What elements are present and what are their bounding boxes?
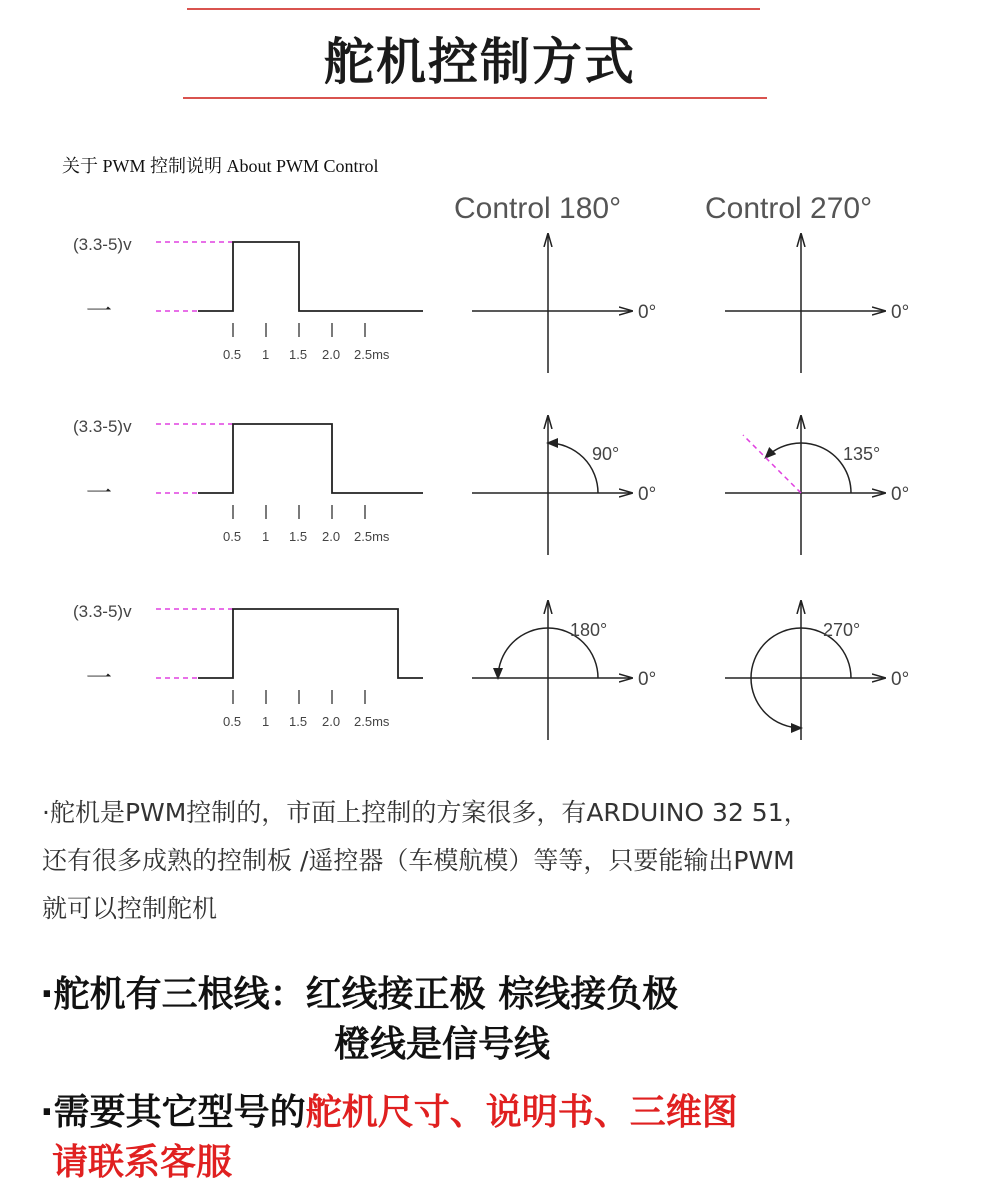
zero-degree-label: 0° bbox=[638, 302, 657, 323]
time-tick-label: 0.5 bbox=[223, 347, 242, 362]
angle-label: 270° bbox=[823, 620, 861, 640]
contact-prefix: ·需要其它型号的 bbox=[40, 1092, 306, 1133]
time-tick-label: 2.5ms bbox=[354, 347, 390, 362]
contact-highlight: 舵机尺寸、说明书、三维图 bbox=[305, 1092, 738, 1133]
zero-degree-label: 0° bbox=[891, 302, 910, 323]
time-tick-label: 1 bbox=[262, 347, 270, 362]
time-tick-label: 1.5 bbox=[289, 347, 308, 362]
voltage-label: (3.3-5)v bbox=[73, 417, 132, 436]
time-tick-label: 2.0 bbox=[322, 714, 341, 729]
voltage-label: (3.3-5)v bbox=[73, 602, 132, 621]
angle-label: 135° bbox=[843, 444, 881, 464]
description-line: 还有很多成熟的控制板 /遥控器（车模航模）等等，只要能输出PWM bbox=[42, 846, 795, 875]
description-line: ·舵机是PWM控制的，市面上控制的方案很多，有ARDUINO 32 51， bbox=[42, 798, 809, 827]
pwm-pulse-waveform bbox=[198, 609, 423, 678]
header-control-270: Control 270° bbox=[705, 192, 873, 225]
rotation-arc bbox=[766, 443, 851, 493]
top-rule bbox=[187, 8, 760, 10]
time-tick-label: 1 bbox=[262, 714, 270, 729]
time-tick-label: 1 bbox=[262, 529, 270, 544]
ground-label: 一 bbox=[86, 478, 113, 508]
header-control-180: Control 180° bbox=[454, 192, 622, 225]
time-tick-label: 2.0 bbox=[322, 347, 341, 362]
contact-line-1 bbox=[40, 1084, 738, 1135]
time-tick-label: 0.5 bbox=[223, 529, 242, 544]
title-underline bbox=[183, 97, 767, 99]
time-tick-label: 1.5 bbox=[289, 714, 308, 729]
voltage-label: (3.3-5)v bbox=[73, 235, 132, 254]
zero-degree-label: 0° bbox=[638, 484, 657, 505]
zero-degree-label: 0° bbox=[891, 484, 910, 505]
description-paragraph bbox=[42, 789, 942, 933]
rotation-arc bbox=[548, 443, 598, 493]
wires-line-1: ·舵机有三根线：红线接正极 棕线接负极 bbox=[40, 974, 679, 1015]
wires-line-2: 橙线是信号线 bbox=[334, 1024, 551, 1065]
zero-degree-label: 0° bbox=[891, 669, 910, 690]
page-title: 舵机控制方式 bbox=[324, 33, 636, 91]
time-tick-label: 1.5 bbox=[289, 529, 308, 544]
time-tick-label: 2.0 bbox=[322, 529, 341, 544]
diagram-caption: 关于 PWM 控制说明 About PWM Control bbox=[62, 156, 379, 176]
pwm-control-diagram bbox=[0, 130, 960, 770]
angle-label: 90° bbox=[592, 444, 620, 464]
ground-label: 一 bbox=[86, 296, 113, 326]
pwm-pulse-waveform bbox=[198, 242, 423, 311]
time-tick-label: 2.5ms bbox=[354, 529, 390, 544]
description-line: 就可以控制舵机 bbox=[42, 894, 218, 923]
zero-degree-label: 0° bbox=[638, 669, 657, 690]
time-tick-label: 2.5ms bbox=[354, 714, 390, 729]
pwm-pulse-waveform bbox=[198, 424, 423, 493]
contact-line-2: 请联系客服 bbox=[52, 1142, 233, 1183]
time-tick-label: 0.5 bbox=[223, 714, 242, 729]
angle-label: 180° bbox=[570, 620, 608, 640]
ground-label: 一 bbox=[86, 663, 113, 693]
